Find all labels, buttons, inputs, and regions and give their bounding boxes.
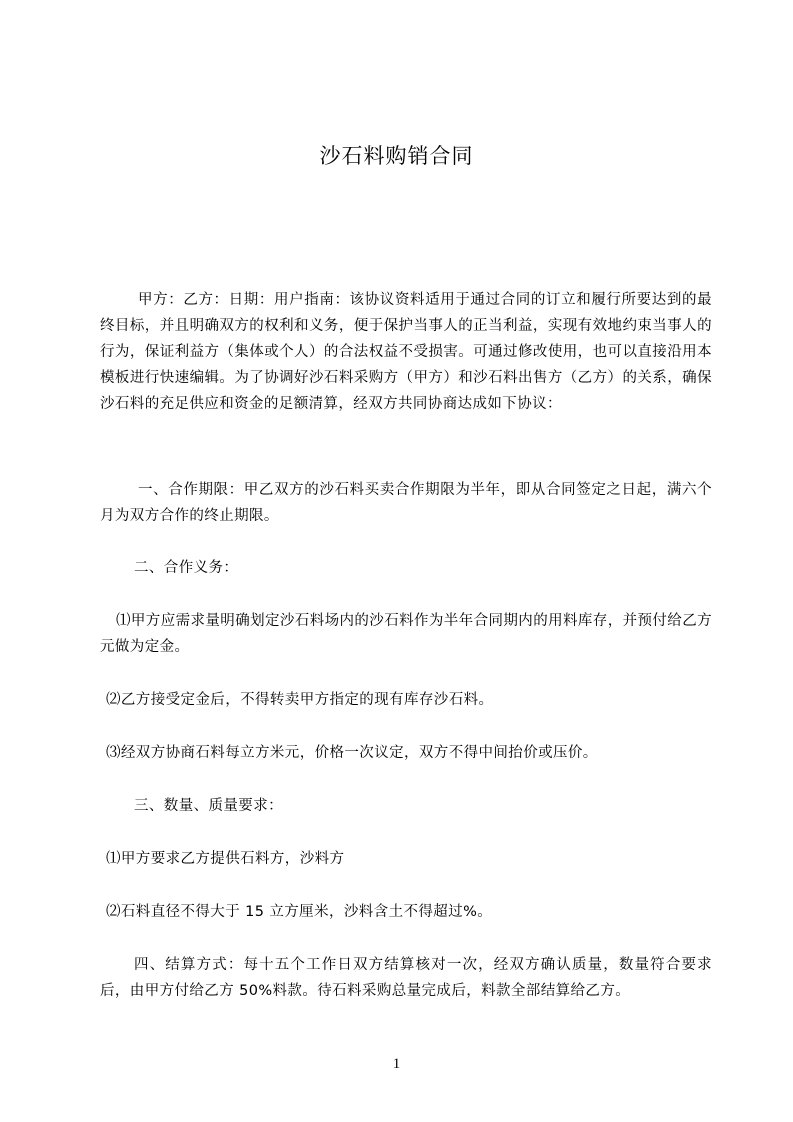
clause-3-item-2: ⑵石料直径不得大于 15 立方厘米，沙料含土不得超过%。 (106, 904, 493, 920)
clause-1-cooperation-period: 一、合作期限：甲乙双方的沙石料买卖合作期限为半年，即从合同签定之日起，满六个月为双方合作的终止期限。 (100, 482, 712, 524)
clause-3-heading: 三、数量、质量要求： (134, 798, 283, 814)
clause-2-item-2: ⑵乙方接受定金后，不得转卖甲方指定的现有库存沙石料。 (106, 692, 494, 708)
clause-2-heading: 二、合作义务： (134, 560, 239, 576)
contract-title: 沙石料购销合同 (319, 144, 474, 168)
page-number: 1 (392, 1056, 401, 1072)
intro-paragraph: 甲方：乙方：日期：用户指南：该协议资料适用于通过合同的订立和履行所要达到的最终目标，并且明确双方的权利和义务，便于保护当事人的正当利益，实现有效地约束当事人的行为，保证利益方（集体或个人）的合法权益不受损害。可通过修改使用，也可以直接沿用本模板进行快速编辑。为了协调好沙石料采购方（甲方）和沙石料出售方（乙方）的关系，确保沙石料的充足供应和资金的足额清算，经双方共同协商达成如下协议： (100, 292, 712, 412)
clause-2-item-1: ⑴甲方应需求量明确划定沙石料场内的沙石料作为半年合同期内的用料库存，并预付给乙方元做为定金。 (100, 613, 712, 655)
clause-4-settlement: 四、结算方式：每十五个工作日双方结算核对一次，经双方确认质量，数量符合要求后，由甲方付给乙方 50%料款。待石料采购总量完成后，料款全部结算给乙方。 (100, 957, 712, 999)
clause-3-item-1: ⑴甲方要求乙方提供石料方，沙料方 (106, 851, 345, 867)
clause-2-item-3: ⑶经双方协商石料每立方米元，价格一次议定，双方不得中间抬价或压价。 (106, 745, 598, 761)
